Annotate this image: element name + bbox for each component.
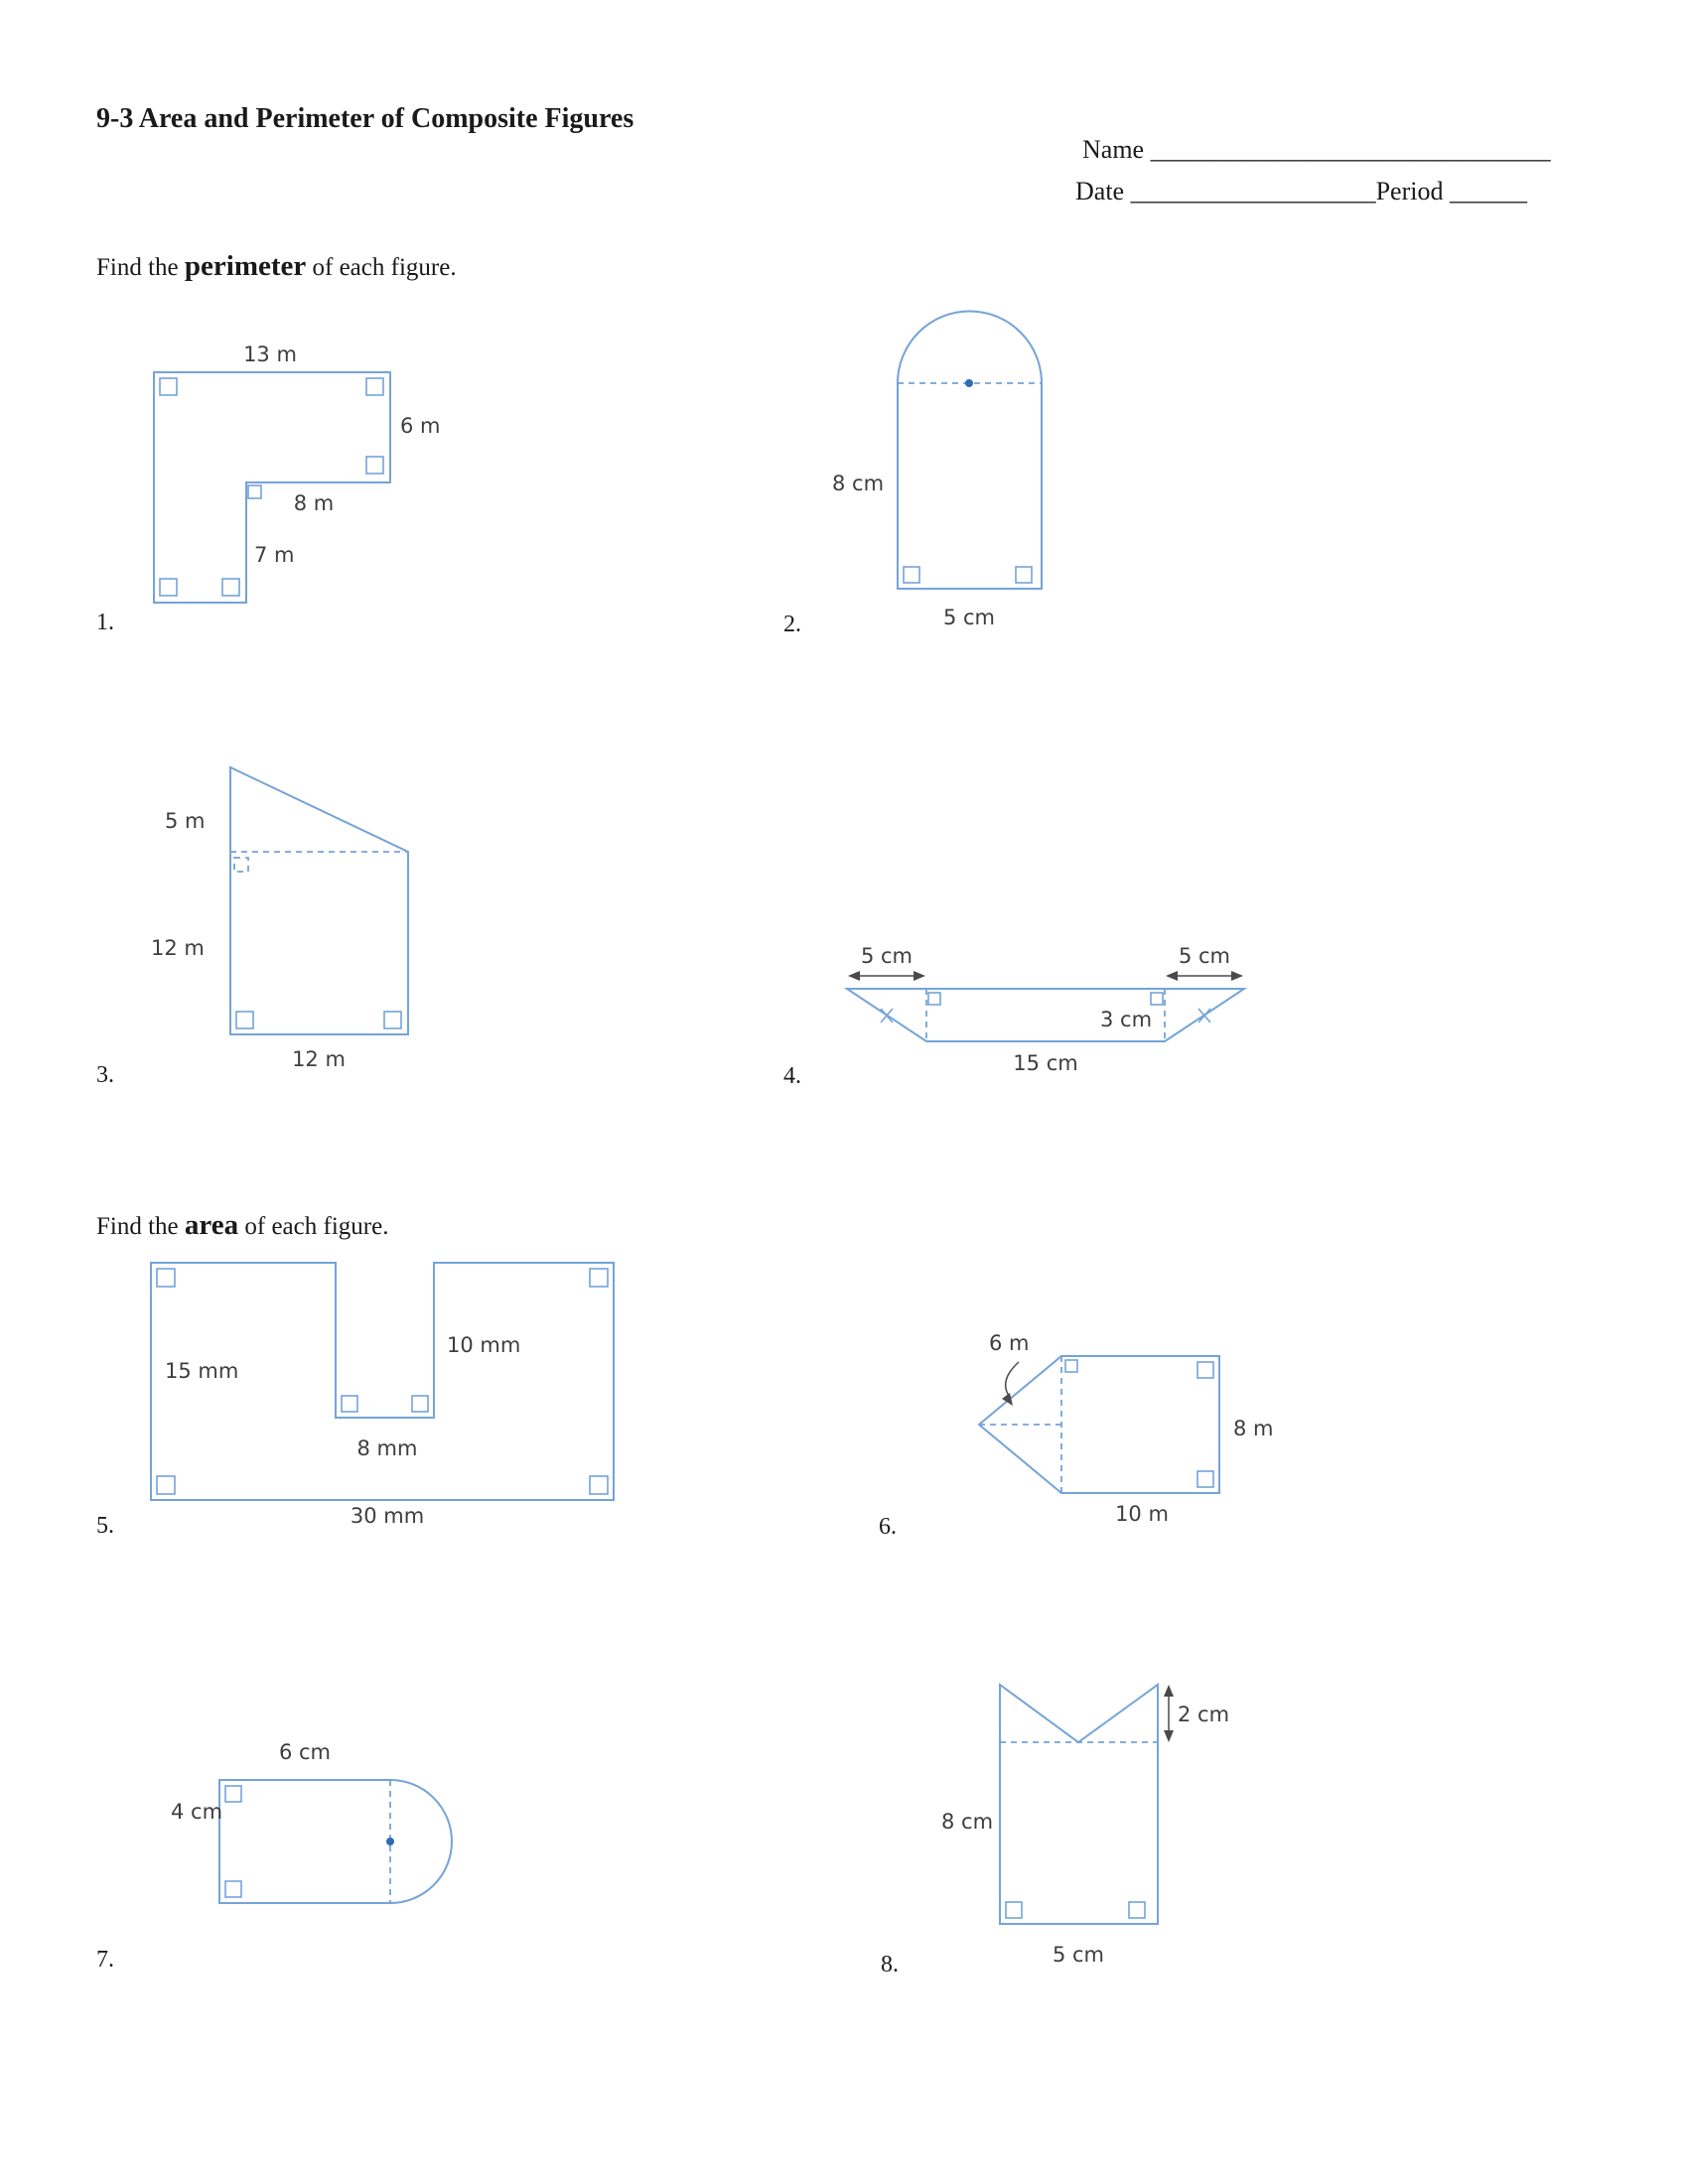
dim-left: 15 mm xyxy=(165,1359,239,1383)
figure-4-trapezoid xyxy=(847,944,1244,1075)
instr-prefix: Find the xyxy=(96,254,185,281)
dim-bottom: 5 cm xyxy=(1052,1943,1105,1967)
dim-inner-v: 7 m xyxy=(254,543,295,567)
period-label: Period xyxy=(1375,177,1444,205)
dim-left: 8 cm xyxy=(832,472,885,495)
instr-prefix: Find the xyxy=(96,1213,185,1240)
figure-3-pentagon xyxy=(151,767,408,1071)
figure-8-vnotch-rect xyxy=(941,1685,1229,1967)
dim-left-top: 5 cm xyxy=(860,944,914,968)
period-blank: ______ xyxy=(1449,177,1527,205)
instr-keyword: perimeter xyxy=(184,250,307,282)
dim-left: 12 m xyxy=(151,936,205,960)
dim-slant: 6 m xyxy=(989,1331,1030,1355)
dim-top: 13 m xyxy=(243,342,297,366)
dim-notch-bottom: 8 mm xyxy=(356,1436,418,1460)
dim-bottom: 10 m xyxy=(1115,1502,1169,1526)
date-blank: ___________________ xyxy=(1130,177,1376,205)
instr-keyword: area xyxy=(184,1209,239,1241)
dim-bottom: 12 m xyxy=(292,1047,346,1071)
dim-bottom: 15 cm xyxy=(1013,1051,1078,1075)
figure-6-number: 6. xyxy=(879,1514,897,1540)
figure-1-number: 1. xyxy=(96,610,114,635)
dim-bottom: 5 cm xyxy=(942,606,996,629)
dim-height: 3 cm xyxy=(1100,1008,1153,1031)
dim-right-top: 5 cm xyxy=(1178,944,1231,968)
instr-suffix: of each figure. xyxy=(238,1213,389,1240)
dim-bottom: 30 mm xyxy=(350,1504,425,1528)
figure-5-number: 5. xyxy=(96,1513,114,1539)
figure-8-number: 8. xyxy=(881,1952,899,1978)
dim-right: 8 m xyxy=(1233,1417,1274,1440)
instr-suffix: of each figure. xyxy=(306,254,457,281)
arc-center-dot xyxy=(386,1838,394,1845)
figure-3-number: 3. xyxy=(96,1062,114,1088)
figure-7-number: 7. xyxy=(96,1947,114,1973)
dim-top: 6 cm xyxy=(278,1740,332,1764)
figure-2-tombstone xyxy=(832,311,1042,629)
dim-notch: 2 cm xyxy=(1178,1703,1230,1726)
dim-upper-left: 5 m xyxy=(165,809,206,833)
figure-1-lshape xyxy=(154,342,441,603)
name-label: Name xyxy=(1082,135,1145,164)
date-label: Date xyxy=(1075,177,1125,205)
figure-7-bullet xyxy=(171,1740,452,1903)
dim-notch-right: 10 mm xyxy=(447,1333,521,1357)
figure-6-pentagon-arrow xyxy=(979,1331,1274,1526)
page-title: 9-3 Area and Perimeter of Composite Figures xyxy=(96,103,634,134)
arc-center-dot xyxy=(965,379,973,387)
figure-5-notched-rect xyxy=(151,1263,614,1528)
figure-2-number: 2. xyxy=(783,612,801,637)
dim-right: 6 m xyxy=(400,414,441,438)
figure-4-number: 4. xyxy=(783,1063,801,1089)
dim-inner-h: 8 m xyxy=(293,491,335,515)
dim-left: 4 cm xyxy=(171,1800,223,1824)
dim-left: 8 cm xyxy=(941,1810,994,1834)
name-blank: _______________________________ xyxy=(1150,135,1551,164)
